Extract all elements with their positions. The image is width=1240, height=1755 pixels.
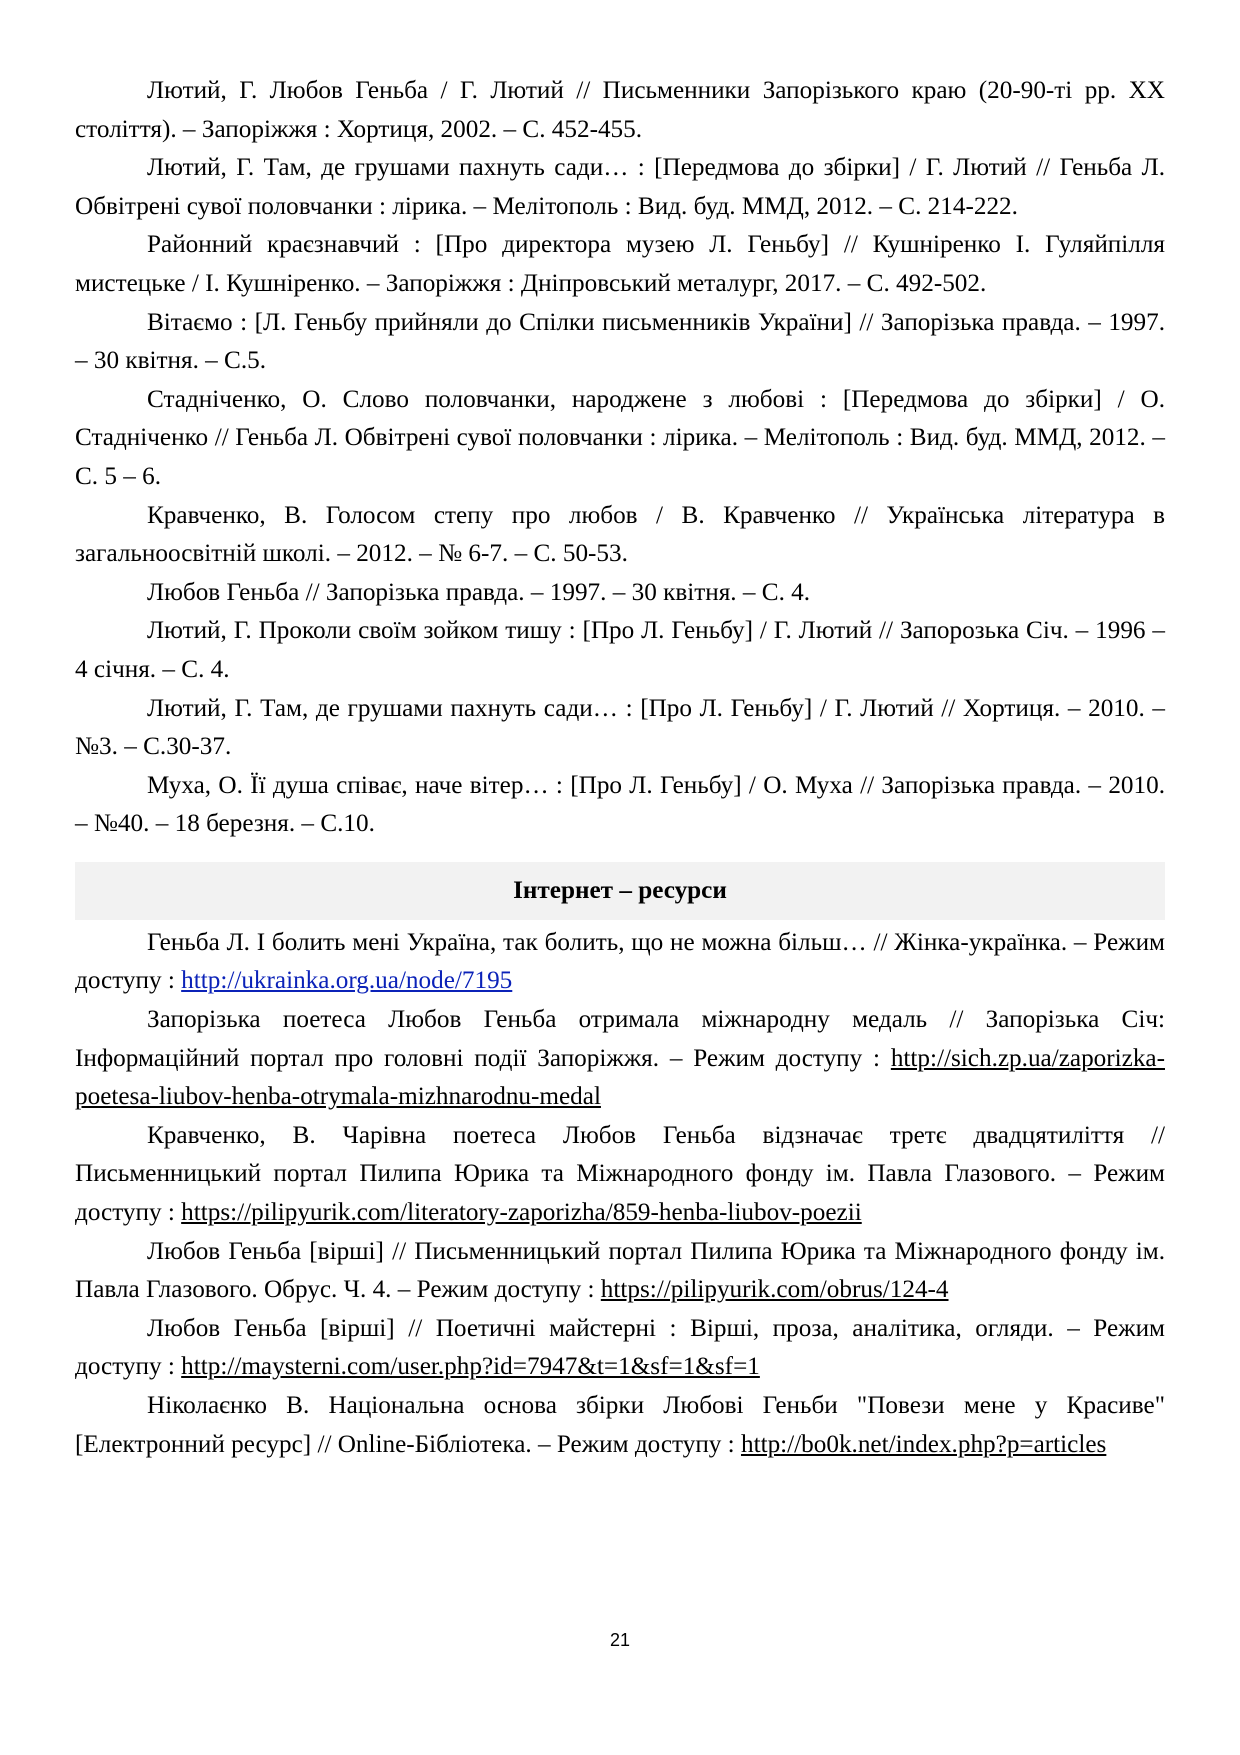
entry-text: Любов Геньба [вірші] // Письменницький портал Пилипа Юрика та Міжнародного фонду ім. Павла Глазового. Обрус. Ч. 4. – Режим доступу : <box>75 1237 1165 1304</box>
internet-resource-entry <box>75 1001 1165 1117</box>
internet-resource-entry <box>75 1117 1165 1233</box>
entry-text: Запорізька поетеса Любов Геньба отримала міжнародну медаль // Запорізька Січ: Інформаційний портал про головні події Запоріжжя. – Режим доступу : <box>75 1006 1165 1072</box>
bibliography-entry: Кравченко, В. Голосом степу про любов / В. Кравченко // Українська література в загальноосвітній школі. – 2012. – № 6-7. – С. 50-53. <box>75 501 1165 568</box>
entry-text: Ніколаєнко В. Національна основа збірки Любові Геньби "Повези мене у Красиве" [Електронний ресурс] // Online-Бібліотека. – Режим доступу : <box>75 1392 1165 1458</box>
resource-link[interactable]: http://bo0k.net/index.php?p=articles <box>740 1430 1107 1458</box>
internet-resource-entry <box>75 1387 1165 1464</box>
internet-resource-entry <box>75 1233 1165 1310</box>
resource-link[interactable]: https://pilipyurik.com/literatory-zaporizha/859-henba-liubov-poezii <box>181 1199 862 1227</box>
bibliography-entry: Муха, О. Її душа співає, наче вітер… : [Про Л. Геньбу] / О. Муха // Запорізька правда. – 2010. – №40. – 18 березня. – С.10. <box>75 771 1165 838</box>
bibliography-entry: Лютий, Г. Проколи своїм зойком тишу : [Про Л. Геньбу] / Г. Лютий // Запорозька Січ. – 1996 – 4 січня. – С. 4. <box>75 617 1165 683</box>
internet-resource-entry <box>75 1310 1165 1387</box>
entry-text: Кравченко, В. Чарівна поетеса Любов Геньба відзначає третє двадцятиліття // Письменницький портал Пилипа Юрика та Міжнародного фонду ім. Павла Глазового. – Режим доступу : <box>75 1121 1165 1227</box>
bibliography-entry: Лютий, Г. Любов Геньба / Г. Лютий // Письменники Запорізького краю (20-90-ті рр. XX століття). – Запоріжжя : Хортиця, 2002. – С. 452-455. <box>75 77 1165 143</box>
bibliography-entry: Вітаємо : [Л. Геньбу прийняли до Спілки письменників України] // Запорізька правда. – 1997. – 30 квітня. – С.5. <box>75 308 1165 375</box>
bibliography-page <box>75 72 1165 1464</box>
resource-link[interactable]: http://maysterni.com/user.php?id=7947&t=1&sf=1&sf=1 <box>181 1353 760 1381</box>
internet-resource-entry <box>75 924 1165 1001</box>
resource-link[interactable]: http://ukrainka.org.ua/node/7195 <box>181 967 513 995</box>
bibliography-entry: Лютий, Г. Там, де грушами пахнуть сади… : [Передмова до збірки] / Г. Лютий // Геньба Л. Обвітрені сувої половчанки : лірика. – Мелітополь : Вид. буд. ММД, 2012. – С. 214-222. <box>75 154 1165 220</box>
entry-text: Любов Геньба [вірші] // Поетичні майстерні : Вірші, проза, аналітика, огляди. – Режим доступу : <box>75 1314 1165 1381</box>
section-heading-internet-resources: Інтернет – ресурси <box>75 862 1165 920</box>
entry-text: Геньба Л. І болить мені Україна, так болить, що не можна більш… // Жінка-українка. – Режим доступу : <box>75 928 1165 995</box>
bibliography-entry: Районний краєзнавчий : [Про директора музею Л. Геньбу] // Кушніренко І. Гуляйпілля мистецьке / І. Кушніренко. – Запоріжжя : Дніпровський металург, 2017. – С. 492-502. <box>75 231 1165 297</box>
bibliography-entry: Лютий, Г. Там, де грушами пахнуть сади… : [Про Л. Геньбу] / Г. Лютий // Хортиця. – 2010. – №3. – С.30-37. <box>75 694 1165 761</box>
bibliography-entry: Стадніченко, О. Слово половчанки, народжене з любові : [Передмова до збірки] / О. Стадніченко // Геньба Л. Обвітрені сувої половчанки : лірика. – Мелітополь : Вид. буд. ММД, 2012. – С. 5 – 6. <box>75 385 1165 490</box>
resource-link[interactable]: http://sich.zp.ua/zaporizka-poetesa-liubov-henba-otrymala-mizhnarodnu-medal <box>75 1044 1165 1111</box>
resource-link[interactable]: https://pilipyurik.com/obrus/124-4 <box>600 1276 949 1304</box>
page-number: 21 <box>609 1630 631 1650</box>
bibliography-entry: Любов Геньба // Запорізька правда. – 1997. – 30 квітня. – С. 4. <box>147 578 811 606</box>
